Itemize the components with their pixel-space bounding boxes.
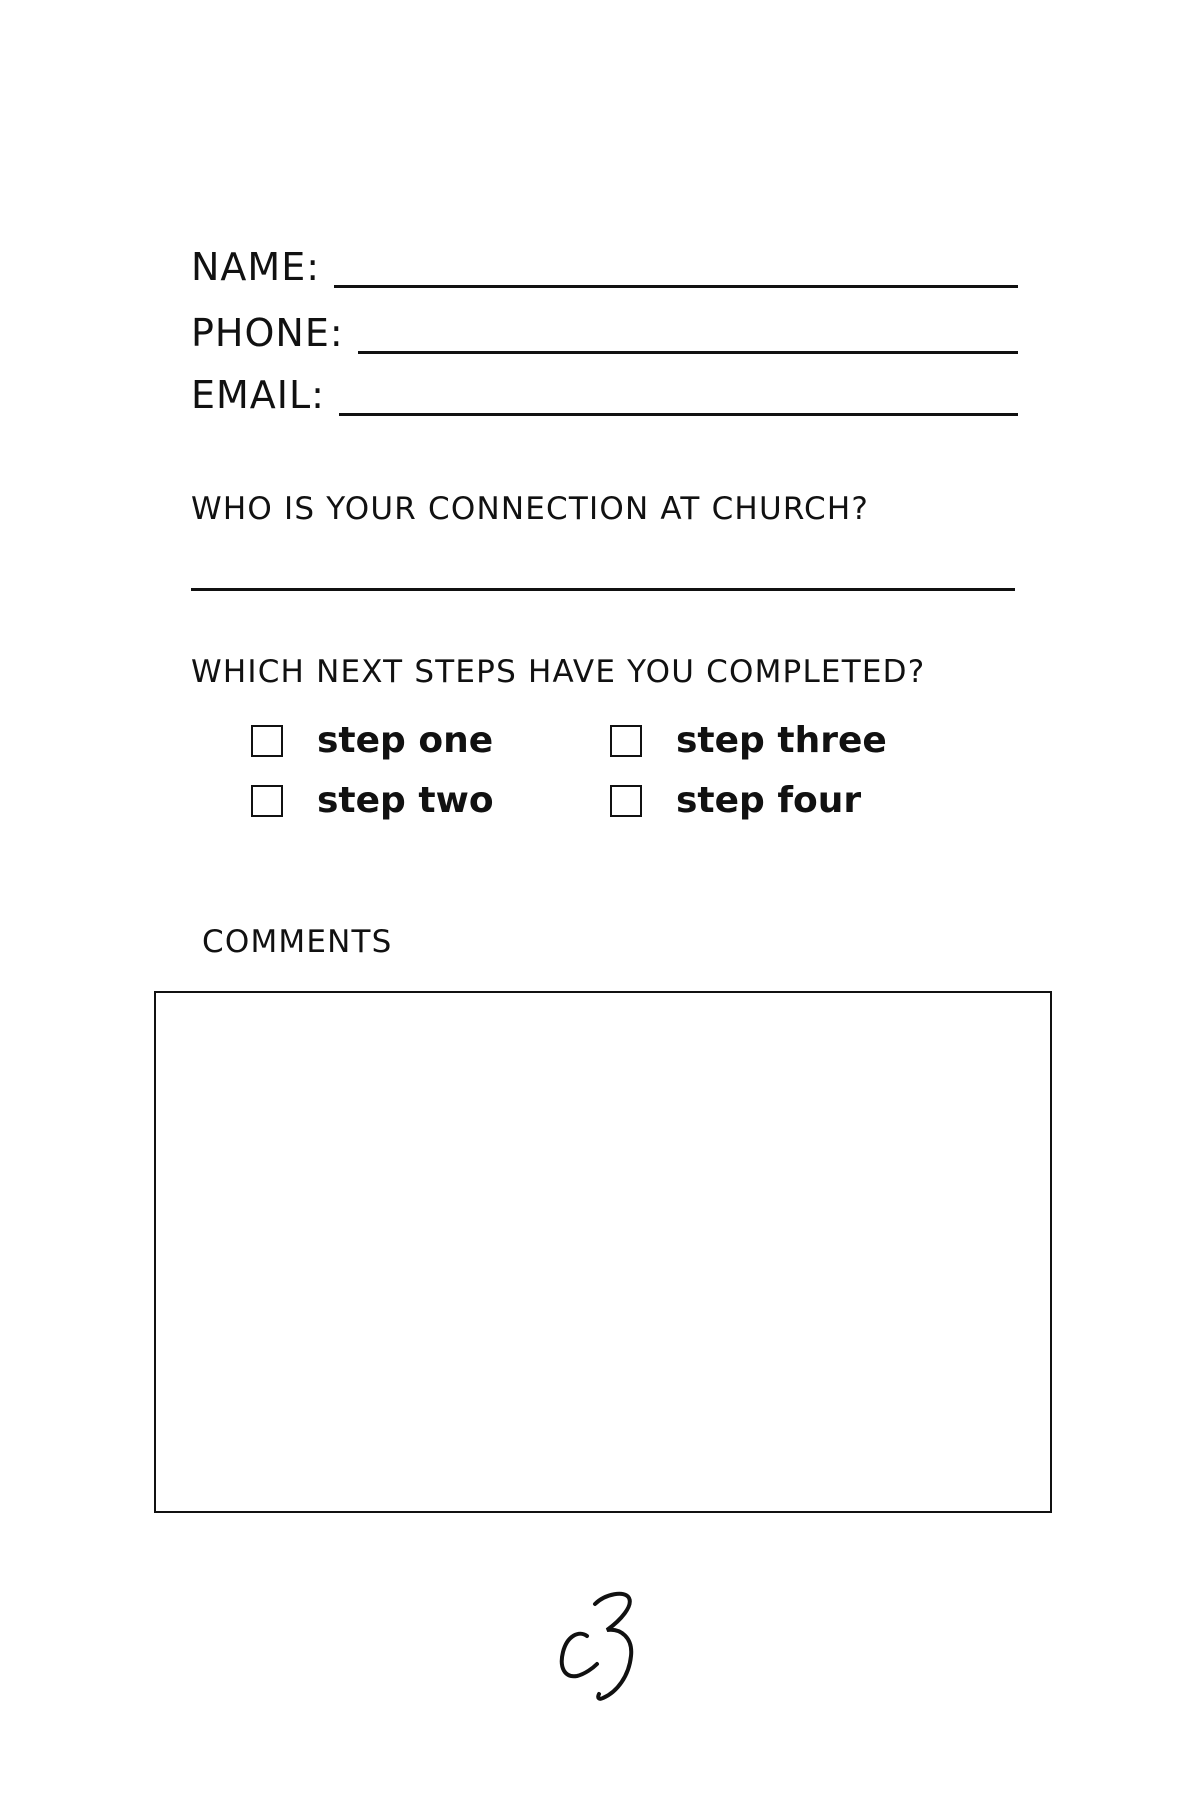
c3-logo-icon xyxy=(555,1580,645,1710)
step-four-label: step four xyxy=(676,780,862,821)
step-two-checkbox[interactable] xyxy=(251,785,283,817)
comments-textarea[interactable] xyxy=(154,991,1052,1513)
name-input-line[interactable] xyxy=(334,285,1018,288)
email-input-line[interactable] xyxy=(339,413,1018,416)
phone-label: PHONE: xyxy=(191,311,344,355)
step-one-label: step one xyxy=(317,720,494,761)
step-two-label: step two xyxy=(317,780,494,821)
step-three-option[interactable] xyxy=(610,721,887,761)
step-one-checkbox[interactable] xyxy=(251,725,283,757)
connection-question: WHO IS YOUR CONNECTION AT CHURCH? xyxy=(191,491,870,527)
connection-answer-line[interactable] xyxy=(191,588,1015,591)
step-three-label: step three xyxy=(676,720,887,761)
phone-input-line[interactable] xyxy=(358,351,1018,354)
name-field-row xyxy=(191,240,1018,288)
phone-field-row xyxy=(191,306,1018,354)
step-three-checkbox[interactable] xyxy=(610,725,642,757)
step-one-option[interactable] xyxy=(251,721,493,761)
step-two-option[interactable] xyxy=(251,781,494,821)
step-four-option[interactable] xyxy=(610,781,861,821)
step-four-checkbox[interactable] xyxy=(610,785,642,817)
next-steps-question: WHICH NEXT STEPS HAVE YOU COMPLETED? xyxy=(191,654,926,690)
name-label: NAME: xyxy=(191,245,321,289)
email-label: EMAIL: xyxy=(191,373,325,417)
email-field-row xyxy=(191,368,1018,416)
comments-label: COMMENTS xyxy=(202,924,393,960)
